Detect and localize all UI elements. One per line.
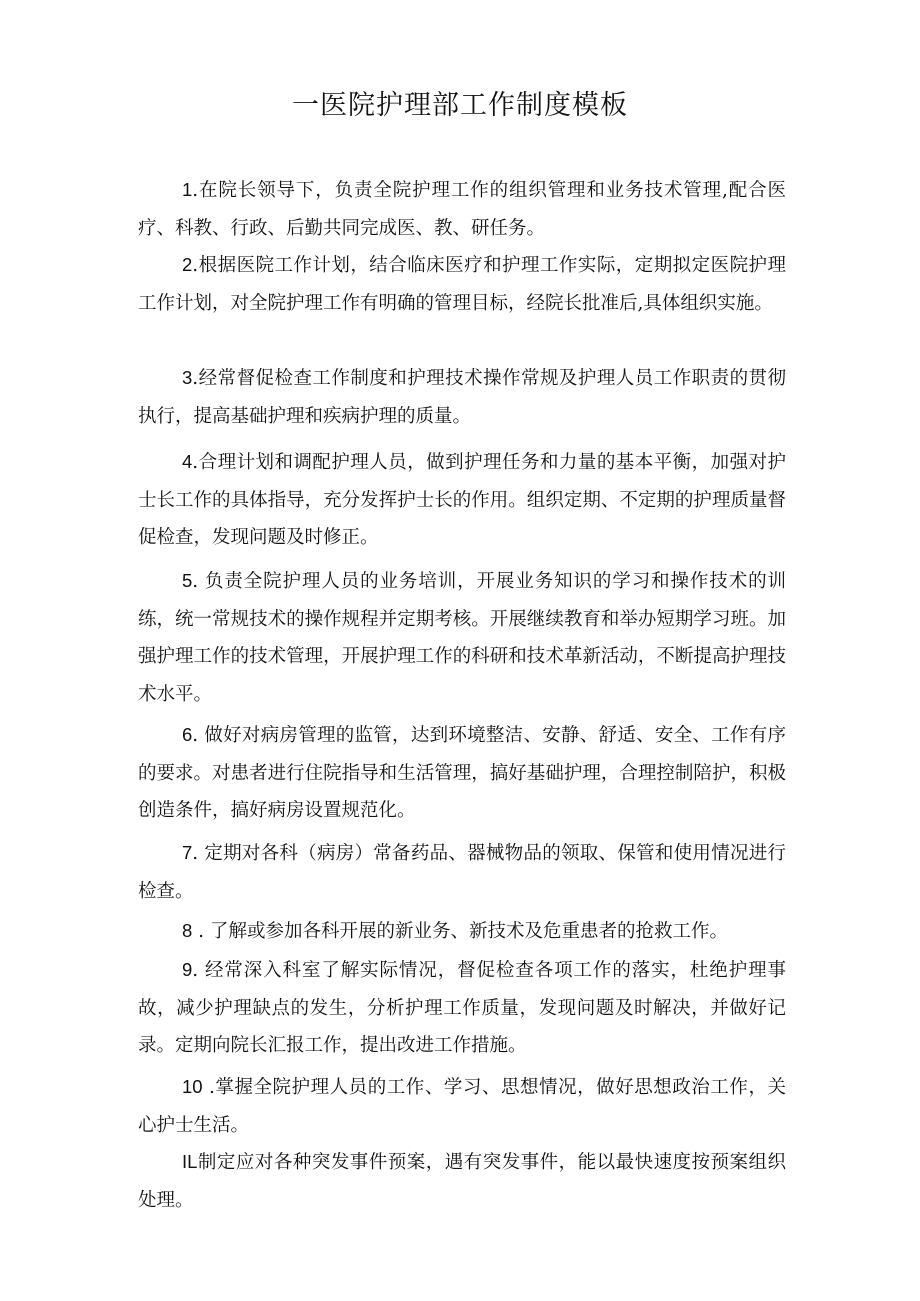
item-text: .根据医院工作计划，结合临床医疗和护理工作实际，定期拟定医院护理工作计划，对全院护理工作有明确的管理目标，经院长批准后,具体组织实施。: [138, 255, 786, 314]
item-text: . 负责全院护理人员的业务培训，开展业务知识的学习和操作技术的训练，统一常规技术的操作规程并定期考核。开展继续教育和举办短期学习班。加强护理工作的技术管理，开展护理工作的科研和技术革新活动，不断提高护理技术水平。: [138, 571, 786, 705]
item-number: 8: [182, 920, 193, 941]
item-text: .掌握全院护理人员的工作、学习、思想情况，做好思想政治工作，关心护士生活。: [138, 1077, 786, 1136]
item-text: .在院长领导下，负责全院护理工作的组织管理和业务技术管理,配合医疗、科教、行政、后勤共同完成医、教、研任务。: [138, 180, 786, 239]
list-item: [138, 1143, 786, 1219]
list-item: [138, 716, 786, 830]
item-number: 1: [182, 179, 193, 200]
item-number: 7: [182, 842, 193, 863]
list-item: [138, 443, 786, 557]
item-number: 3: [182, 367, 193, 388]
list-item: [138, 1068, 786, 1144]
item-number: 5: [182, 570, 193, 591]
list-item: [138, 951, 786, 1065]
list-item: [138, 171, 786, 247]
item-text: .合理计划和调配护理人员，做到护理任务和力量的基本平衡，加强对护士长工作的具体指导，充分发挥护士长的作用。组织定期、不定期的护理质量督促检查，发现问题及时修正。: [138, 452, 786, 548]
item-number: 2: [182, 254, 193, 275]
item-text: . 做好对病房管理的监管，达到环境整洁、安静、舒适、安全、工作有序的要求。对患者进行住院指导和生活管理，搞好基础护理，合理控制陪护，积极创造条件，搞好病房设置规范化。: [138, 725, 786, 821]
item-number: 9: [182, 959, 193, 980]
page-title: 一医院护理部工作制度模板: [292, 90, 628, 121]
list-item: [138, 359, 786, 435]
item-text: .经常督促检查工作制度和护理技术操作常规及护理人员工作职责的贯彻执行，提高基础护理和疾病护理的质量。: [138, 368, 786, 427]
item-text: . 经常深入科室了解实际情况，督促检查各项工作的落实，杜绝护理事故，减少护理缺点的发生，分析护理工作质量，发现问题及时解决，并做好记录。定期向院长汇报工作，提出改进工作措施。: [138, 960, 786, 1056]
list-item: [138, 562, 786, 713]
item-text: . 定期对各科（病房）常备药品、器械物品的领取、保管和使用情况进行检查。: [138, 843, 786, 902]
item-number: 4: [182, 451, 193, 472]
list-item: [138, 246, 786, 322]
item-number: 6: [182, 724, 193, 745]
item-text: 制定应对各种突发事件预案，遇有突发事件，能以最快速度按预案组织处理。: [138, 1152, 786, 1211]
list-item: [138, 834, 786, 910]
item-number: 10: [182, 1076, 203, 1097]
item-number: IL: [182, 1151, 198, 1172]
item-text: . 了解或参加各科开展的新业务、新技术及危重患者的抢救工作。: [192, 921, 728, 942]
list-item: [138, 912, 786, 951]
